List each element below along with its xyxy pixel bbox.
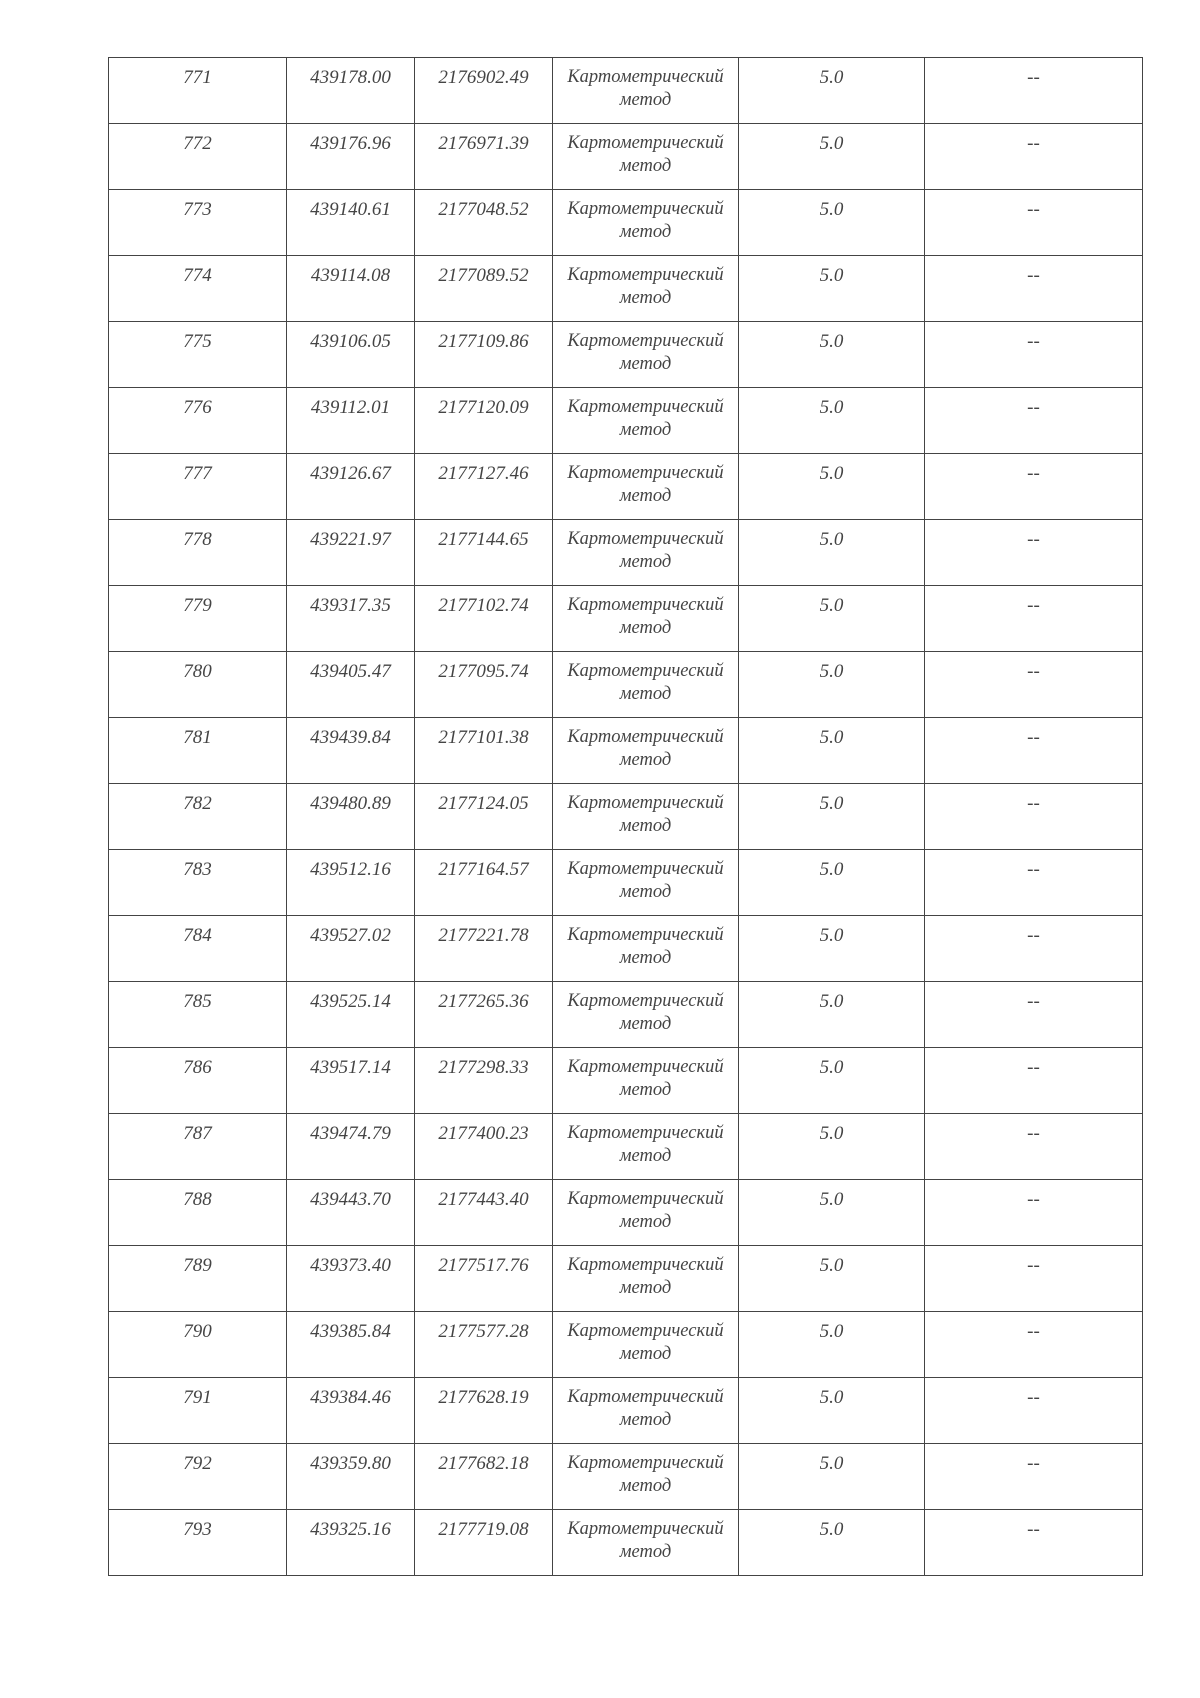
method-cell: Картометрический метод: [553, 58, 739, 124]
table-row: [109, 718, 1143, 784]
note-cell: --: [925, 982, 1143, 1048]
x-coordinate-cell: 439325.16: [287, 1510, 415, 1576]
table-row: [109, 520, 1143, 586]
y-coordinate-cell: 2177120.09: [415, 388, 553, 454]
y-coordinate-cell: 2177265.36: [415, 982, 553, 1048]
accuracy-cell: 5.0: [739, 784, 925, 850]
table-row: [109, 1048, 1143, 1114]
note-cell: --: [925, 1180, 1143, 1246]
method-cell: Картометрический метод: [553, 784, 739, 850]
accuracy-cell: 5.0: [739, 1378, 925, 1444]
note-cell: --: [925, 1114, 1143, 1180]
x-coordinate-cell: 439474.79: [287, 1114, 415, 1180]
accuracy-cell: 5.0: [739, 58, 925, 124]
point-number-cell: 777: [109, 454, 287, 520]
x-coordinate-cell: 439317.35: [287, 586, 415, 652]
table-row: [109, 256, 1143, 322]
y-coordinate-cell: 2177144.65: [415, 520, 553, 586]
table-row: [109, 1180, 1143, 1246]
point-number-cell: 787: [109, 1114, 287, 1180]
note-cell: --: [925, 322, 1143, 388]
point-number-cell: 792: [109, 1444, 287, 1510]
y-coordinate-cell: 2177102.74: [415, 586, 553, 652]
method-cell: Картометрический метод: [553, 586, 739, 652]
x-coordinate-cell: 439114.08: [287, 256, 415, 322]
note-cell: --: [925, 388, 1143, 454]
method-cell: Картометрический метод: [553, 1444, 739, 1510]
accuracy-cell: 5.0: [739, 718, 925, 784]
method-cell: Картометрический метод: [553, 1180, 739, 1246]
accuracy-cell: 5.0: [739, 1180, 925, 1246]
method-cell: Картометрический метод: [553, 916, 739, 982]
accuracy-cell: 5.0: [739, 454, 925, 520]
point-number-cell: 776: [109, 388, 287, 454]
y-coordinate-cell: 2177577.28: [415, 1312, 553, 1378]
note-cell: --: [925, 1444, 1143, 1510]
note-cell: --: [925, 784, 1143, 850]
method-cell: Картометрический метод: [553, 850, 739, 916]
note-cell: --: [925, 1246, 1143, 1312]
x-coordinate-cell: 439112.01: [287, 388, 415, 454]
x-coordinate-cell: 439517.14: [287, 1048, 415, 1114]
point-number-cell: 779: [109, 586, 287, 652]
coordinates-table-body: [109, 58, 1143, 1576]
note-cell: --: [925, 652, 1143, 718]
accuracy-cell: 5.0: [739, 388, 925, 454]
y-coordinate-cell: 2177124.05: [415, 784, 553, 850]
table-row: [109, 1246, 1143, 1312]
accuracy-cell: 5.0: [739, 982, 925, 1048]
table-row: [109, 58, 1143, 124]
point-number-cell: 774: [109, 256, 287, 322]
x-coordinate-cell: 439178.00: [287, 58, 415, 124]
method-cell: Картометрический метод: [553, 322, 739, 388]
point-number-cell: 783: [109, 850, 287, 916]
note-cell: --: [925, 916, 1143, 982]
note-cell: --: [925, 256, 1143, 322]
x-coordinate-cell: 439176.96: [287, 124, 415, 190]
point-number-cell: 771: [109, 58, 287, 124]
note-cell: --: [925, 58, 1143, 124]
point-number-cell: 790: [109, 1312, 287, 1378]
table-row: [109, 586, 1143, 652]
method-cell: Картометрический метод: [553, 520, 739, 586]
point-number-cell: 781: [109, 718, 287, 784]
method-cell: Картометрический метод: [553, 256, 739, 322]
method-cell: Картометрический метод: [553, 1378, 739, 1444]
table-row: [109, 454, 1143, 520]
point-number-cell: 772: [109, 124, 287, 190]
y-coordinate-cell: 2177164.57: [415, 850, 553, 916]
accuracy-cell: 5.0: [739, 1246, 925, 1312]
x-coordinate-cell: 439126.67: [287, 454, 415, 520]
table-row: [109, 850, 1143, 916]
y-coordinate-cell: 2177101.38: [415, 718, 553, 784]
point-number-cell: 786: [109, 1048, 287, 1114]
note-cell: --: [925, 124, 1143, 190]
x-coordinate-cell: 439443.70: [287, 1180, 415, 1246]
accuracy-cell: 5.0: [739, 256, 925, 322]
y-coordinate-cell: 2177517.76: [415, 1246, 553, 1312]
y-coordinate-cell: 2177127.46: [415, 454, 553, 520]
table-row: [109, 1444, 1143, 1510]
method-cell: Картометрический метод: [553, 1114, 739, 1180]
accuracy-cell: 5.0: [739, 190, 925, 256]
table-row: [109, 1378, 1143, 1444]
y-coordinate-cell: 2177298.33: [415, 1048, 553, 1114]
point-number-cell: 780: [109, 652, 287, 718]
x-coordinate-cell: 439385.84: [287, 1312, 415, 1378]
note-cell: --: [925, 190, 1143, 256]
method-cell: Картометрический метод: [553, 718, 739, 784]
y-coordinate-cell: 2177095.74: [415, 652, 553, 718]
point-number-cell: 785: [109, 982, 287, 1048]
y-coordinate-cell: 2177400.23: [415, 1114, 553, 1180]
y-coordinate-cell: 2177628.19: [415, 1378, 553, 1444]
x-coordinate-cell: 439384.46: [287, 1378, 415, 1444]
y-coordinate-cell: 2177221.78: [415, 916, 553, 982]
point-number-cell: 773: [109, 190, 287, 256]
note-cell: --: [925, 1312, 1143, 1378]
x-coordinate-cell: 439512.16: [287, 850, 415, 916]
y-coordinate-cell: 2177109.86: [415, 322, 553, 388]
accuracy-cell: 5.0: [739, 322, 925, 388]
table-row: [109, 982, 1143, 1048]
accuracy-cell: 5.0: [739, 850, 925, 916]
method-cell: Картометрический метод: [553, 1510, 739, 1576]
table-row: [109, 784, 1143, 850]
point-number-cell: 789: [109, 1246, 287, 1312]
x-coordinate-cell: 439140.61: [287, 190, 415, 256]
method-cell: Картометрический метод: [553, 982, 739, 1048]
x-coordinate-cell: 439527.02: [287, 916, 415, 982]
y-coordinate-cell: 2177048.52: [415, 190, 553, 256]
x-coordinate-cell: 439439.84: [287, 718, 415, 784]
accuracy-cell: 5.0: [739, 1444, 925, 1510]
accuracy-cell: 5.0: [739, 1510, 925, 1576]
accuracy-cell: 5.0: [739, 124, 925, 190]
accuracy-cell: 5.0: [739, 1114, 925, 1180]
accuracy-cell: 5.0: [739, 1048, 925, 1114]
table-row: [109, 652, 1143, 718]
note-cell: --: [925, 1048, 1143, 1114]
point-number-cell: 784: [109, 916, 287, 982]
note-cell: --: [925, 586, 1143, 652]
table-row: [109, 190, 1143, 256]
x-coordinate-cell: 439106.05: [287, 322, 415, 388]
note-cell: --: [925, 454, 1143, 520]
accuracy-cell: 5.0: [739, 520, 925, 586]
point-number-cell: 782: [109, 784, 287, 850]
table-row: [109, 322, 1143, 388]
point-number-cell: 775: [109, 322, 287, 388]
y-coordinate-cell: 2177443.40: [415, 1180, 553, 1246]
method-cell: Картометрический метод: [553, 454, 739, 520]
method-cell: Картометрический метод: [553, 1048, 739, 1114]
table-row: [109, 1510, 1143, 1576]
x-coordinate-cell: 439480.89: [287, 784, 415, 850]
table-row: [109, 916, 1143, 982]
y-coordinate-cell: 2177682.18: [415, 1444, 553, 1510]
point-number-cell: 788: [109, 1180, 287, 1246]
point-number-cell: 778: [109, 520, 287, 586]
note-cell: --: [925, 520, 1143, 586]
method-cell: Картометрический метод: [553, 190, 739, 256]
y-coordinate-cell: 2177719.08: [415, 1510, 553, 1576]
point-number-cell: 791: [109, 1378, 287, 1444]
method-cell: Картометрический метод: [553, 1246, 739, 1312]
x-coordinate-cell: 439405.47: [287, 652, 415, 718]
x-coordinate-cell: 439221.97: [287, 520, 415, 586]
x-coordinate-cell: 439373.40: [287, 1246, 415, 1312]
y-coordinate-cell: 2177089.52: [415, 256, 553, 322]
method-cell: Картометрический метод: [553, 652, 739, 718]
method-cell: Картометрический метод: [553, 1312, 739, 1378]
method-cell: Картометрический метод: [553, 124, 739, 190]
y-coordinate-cell: 2176971.39: [415, 124, 553, 190]
note-cell: --: [925, 1510, 1143, 1576]
accuracy-cell: 5.0: [739, 1312, 925, 1378]
point-number-cell: 793: [109, 1510, 287, 1576]
table-row: [109, 1312, 1143, 1378]
note-cell: --: [925, 850, 1143, 916]
note-cell: --: [925, 1378, 1143, 1444]
accuracy-cell: 5.0: [739, 652, 925, 718]
table-row: [109, 1114, 1143, 1180]
x-coordinate-cell: 439359.80: [287, 1444, 415, 1510]
table-row: [109, 124, 1143, 190]
coordinates-table: [108, 57, 1143, 1576]
note-cell: --: [925, 718, 1143, 784]
x-coordinate-cell: 439525.14: [287, 982, 415, 1048]
method-cell: Картометрический метод: [553, 388, 739, 454]
accuracy-cell: 5.0: [739, 916, 925, 982]
table-row: [109, 388, 1143, 454]
y-coordinate-cell: 2176902.49: [415, 58, 553, 124]
accuracy-cell: 5.0: [739, 586, 925, 652]
